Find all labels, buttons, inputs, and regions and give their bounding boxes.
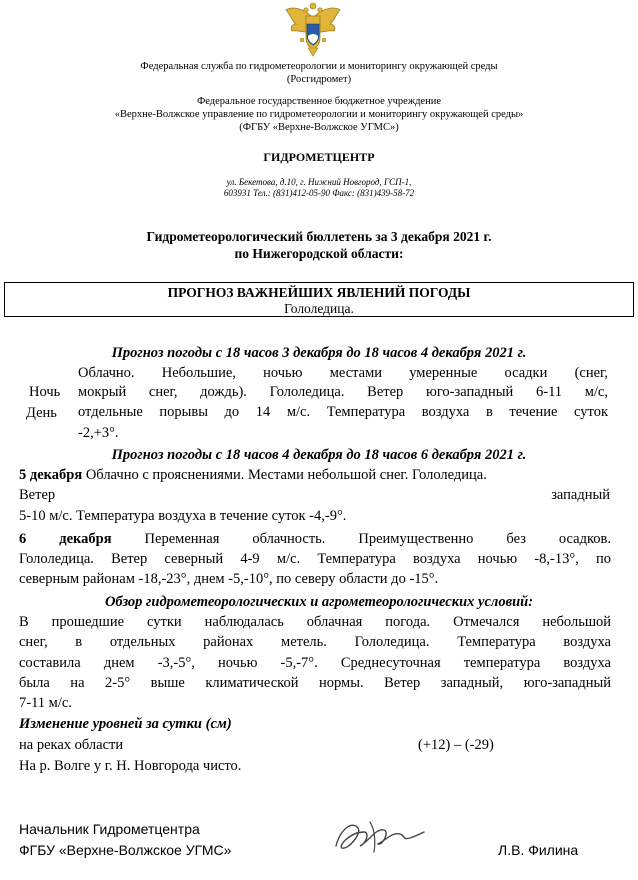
bulletin-title: Гидрометеорологический бюллетень за 3 декабря 2021 г. — [146, 229, 492, 244]
label-night: Ночь — [29, 384, 61, 400]
dec5-wind: Ветер — [19, 487, 56, 503]
address-line-2: 603931 Тел.: (831)412-05-90 Факс: (831)439-58-72 — [223, 188, 415, 198]
forecast1-line: мокрый снег, дождь). Гололедица. Ветер юго-западный 6-11 м/с, — [78, 384, 608, 400]
agency-abbr: (Росгидромет) — [286, 74, 352, 85]
levels-heading: Изменение уровней за сутки (см) — [19, 716, 232, 732]
forecast1-line: Облачно. Небольшие, ночью местами умеренные осадки (снег, — [78, 365, 608, 381]
dec6-text: Переменная облачность. Преимущественно без осадков. — [111, 531, 611, 547]
bulletin-region: по Нижегородской области: — [234, 246, 404, 261]
dec6-line2: Гололедица. Ветер северный 4-9 м/с. Температура воздуха ночью -8,-13°, по — [19, 551, 611, 567]
dec6-line3: северным районам -18,-23°, днем -5,-10°, по северу области до -15°. — [19, 571, 439, 587]
dec5-label: 5 декабря — [19, 467, 83, 483]
institution-abbr: (ФГБУ «Верхне-Волжское УГМС») — [239, 122, 399, 133]
signer-name: Л.В. Филина — [498, 842, 579, 858]
review-line: была на 2-5° выше климатической нормы. Ветер западный, юго-западный — [19, 675, 611, 691]
review-heading: Обзор гидрометеорологических и агрометеорологических условий: — [104, 594, 534, 610]
institution-name: «Верхне-Волжское управление по гидрометеорологии и мониторингу окружающей среды» — [114, 109, 524, 120]
review-line: снег, в отдельных районах метель. Гололедица. Температура воздуха — [19, 634, 611, 650]
hazard-box — [4, 282, 634, 317]
agency-name: Федеральная служба по гидрометеорологии и мониторингу окружающей среды — [140, 61, 498, 72]
forecast1-heading: Прогноз погоды с 18 часов 3 декабря до 18 часов 4 декабря 2021 г. — [111, 345, 527, 361]
dec5-direction: западный — [551, 487, 610, 503]
dec5-line3: 5-10 м/с. Температура воздуха в течение суток -4,-9°. — [19, 508, 347, 524]
review-line: составила днем -3,-5°, ночью -5,-7°. Среднесуточная температура воздуха — [19, 655, 611, 671]
forecast-dec5-line1 — [19, 466, 611, 485]
hazard-title: ПРОГНОЗ ВАЖНЕЙШИХ ЯВЛЕНИЙ ПОГОДЫ — [167, 285, 471, 300]
forecast1-line: отдельные порывы до 14 м/с. Температура воздуха в течение суток — [78, 404, 608, 420]
hazard-text: Гололедица. — [284, 301, 354, 316]
rivers-value: (+12) – (-29) — [418, 737, 494, 753]
review-line: 7-11 м/с. — [19, 695, 72, 711]
forecast2-heading: Прогноз погоды с 18 часов 4 декабря до 18 часов 6 декабря 2021 г. — [111, 447, 527, 463]
forecast1-line: -2,+3°. — [78, 425, 119, 441]
emblem-icon — [282, 0, 344, 58]
handwritten-signature — [330, 810, 430, 860]
center-name: ГИДРОМЕТЦЕНТР — [263, 150, 375, 164]
review-line: В прошедшие сутки наблюдалась облачная погода. Отмечался небольшой — [19, 614, 611, 630]
address-line-1: ул. Бекетова, д.10, г. Нижний Новгород, ГСП-1, — [226, 177, 412, 187]
volga-status: На р. Волге у г. Н. Новгорода чисто. — [19, 758, 242, 774]
signer-position: Начальник Гидрометцентра — [19, 821, 200, 837]
institution-type: Федеральное государственное бюджетное учреждение — [196, 96, 441, 107]
dec6-label: 6 декабря — [19, 531, 112, 547]
label-day: День — [26, 405, 57, 421]
forecast-dec6-line1 — [19, 530, 611, 549]
signer-organization: ФГБУ «Верхне-Волжское УГМС» — [19, 842, 232, 858]
dec5-text: Облачно с прояснениями. Местами небольшой снег. Гололедица. — [82, 467, 487, 483]
rivers-label: на реках области — [19, 737, 124, 753]
